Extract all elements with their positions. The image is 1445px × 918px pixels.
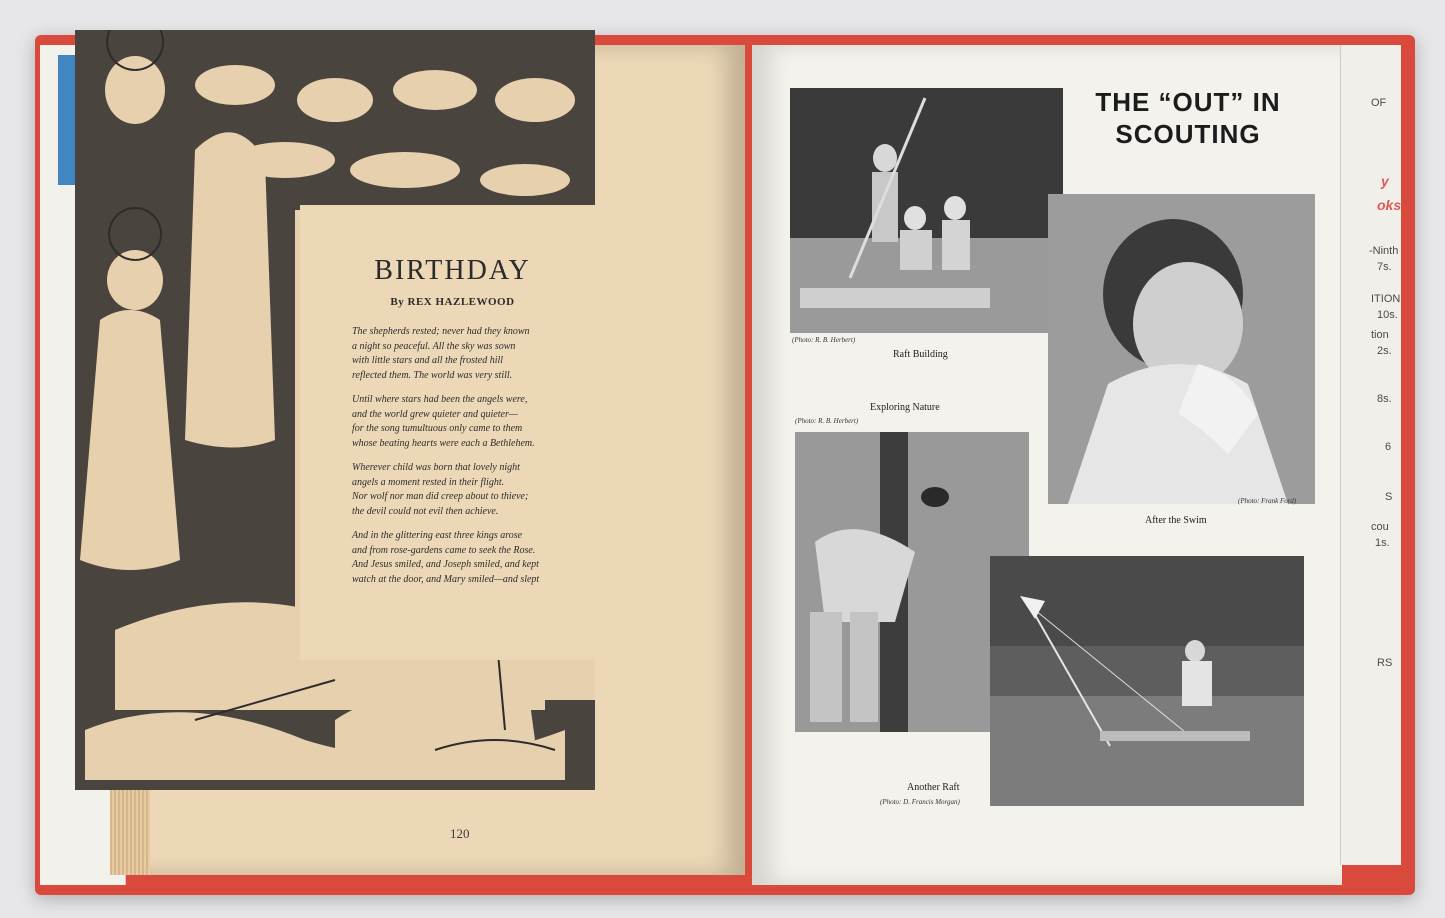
poem-line: Nor wolf nor man did creep about to thieve;	[352, 491, 529, 502]
photo-credit-another-raft: (Photo: D. Francis Morgan)	[880, 798, 960, 806]
poem-line: Wherever child was born that lovely night	[352, 462, 520, 473]
photo-credit-exploring-nature: (Photo: R. B. Herbert)	[795, 417, 859, 425]
poem-line: a night so peaceful. All the sky was sown	[352, 340, 516, 352]
dust-jacket-fragment: y	[1381, 173, 1389, 189]
caption-raft-building: Raft Building	[893, 349, 948, 360]
dust-jacket-fragment: RS	[1377, 657, 1393, 669]
poem-stanza-1	[352, 325, 597, 383]
poem-stanza-4	[352, 529, 597, 587]
poem-body	[352, 325, 597, 597]
dust-jacket-fragment: oks	[1377, 197, 1402, 213]
dust-jacket-fragment: 8s.	[1377, 393, 1392, 405]
poem-line: And Jesus smiled, and Joseph smiled, and kept	[352, 559, 539, 570]
dust-jacket-fragment: 1s.	[1375, 537, 1390, 549]
headline-line-2: SCOUTING	[1115, 119, 1261, 149]
caption-another-raft: Another Raft	[907, 782, 960, 793]
poem-line: reflected them. The world was very still.	[352, 369, 513, 381]
poem-line: Until where stars had been the angels were,	[352, 394, 528, 405]
photo-credit-raft-building: (Photo: R. B. Herbert)	[792, 336, 856, 344]
poem-line: The shepherds rested; never had they known	[352, 326, 530, 337]
poem-line: and the world grew quieter and quieter—	[352, 408, 518, 420]
dust-jacket-fragment: 7s.	[1377, 261, 1392, 273]
dust-jacket-fragment: ITION	[1371, 293, 1401, 305]
poem-line: and from rose-gardens came to seek the Rose.	[352, 544, 536, 556]
caption-exploring-nature: Exploring Nature	[870, 402, 940, 413]
page-number: 120	[450, 826, 470, 841]
poem-line: whose beating hearts were each a Bethlehem.	[352, 437, 535, 449]
poem-stanza-3	[352, 461, 597, 519]
article-headline	[1068, 86, 1308, 150]
headline-line-1: THE “OUT” IN	[1095, 87, 1281, 117]
photo-after-the-swim	[1048, 194, 1315, 504]
caption-after-the-swim: After the Swim	[1145, 515, 1207, 526]
dust-jacket-right-flap	[1340, 45, 1401, 865]
dust-jacket-fragment: cou	[1371, 521, 1389, 533]
dust-jacket-fragment: 6	[1385, 441, 1392, 453]
dust-jacket-fragment: OF	[1371, 97, 1387, 109]
dust-jacket-fragment: tion	[1371, 329, 1389, 341]
photo-another-raft	[990, 556, 1304, 806]
poem-title: BIRTHDAY	[374, 255, 531, 286]
poem-stanza-2	[352, 393, 597, 451]
dust-jacket-fragment: 2s.	[1377, 345, 1392, 357]
poem-line: the devil could not evil then achieve.	[352, 505, 499, 517]
photo-credit-after-the-swim: (Photo: Frank Ford)	[1238, 497, 1297, 505]
poem-line: And in the glittering east three kings arose	[352, 530, 523, 541]
dust-jacket-fragment: 10s.	[1377, 309, 1398, 321]
poem-line: angels a moment rested in their flight.	[352, 476, 505, 488]
poem-byline: By REX HAZLEWOOD	[390, 296, 515, 308]
dust-jacket-fragment: S	[1385, 491, 1393, 503]
dust-jacket-fragment: -Ninth	[1369, 245, 1399, 257]
poem-line: for the song tumultuous only came to them	[352, 423, 523, 434]
photo-raft-building	[790, 88, 1063, 333]
poem-line: watch at the door, and Mary smiled—and slept	[352, 573, 540, 585]
poem-line: with little stars and all the frosted hill	[352, 355, 504, 366]
